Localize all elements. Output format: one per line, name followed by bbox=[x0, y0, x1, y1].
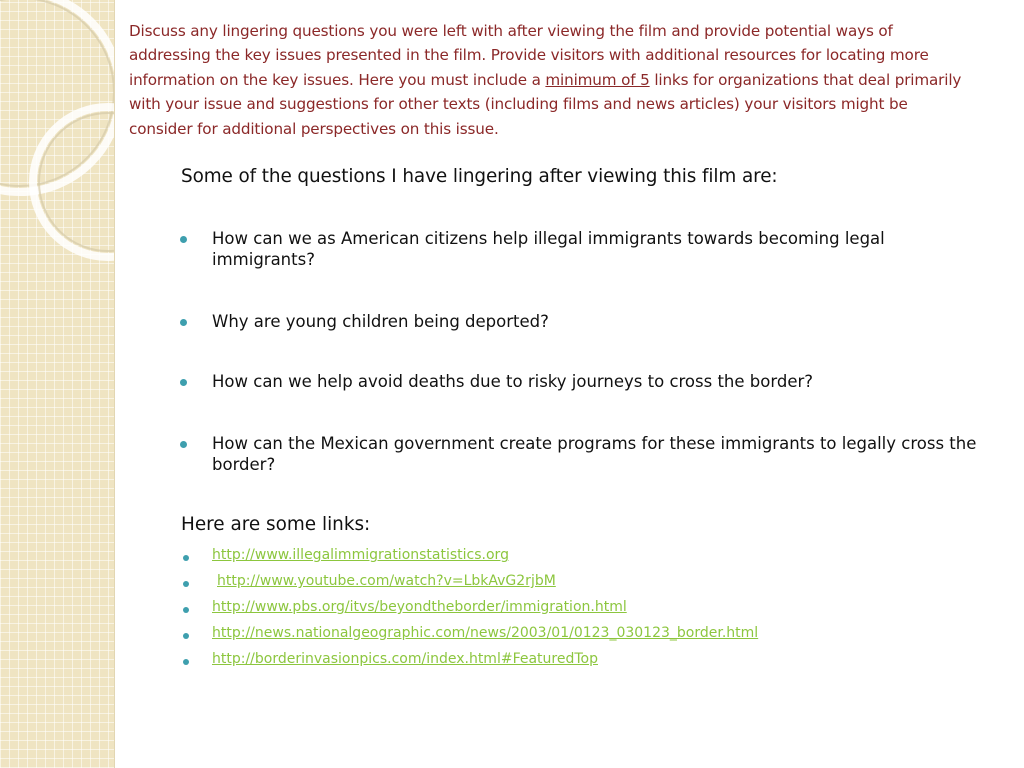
title-text-part2: links for organizations that deal primarily with your issue and suggestions for other texts (including films and news articles) your visitors might be consider for additional perspectives on this issue. bbox=[129, 70, 962, 138]
bullet-icon bbox=[183, 659, 189, 665]
slide-title bbox=[129, 19, 974, 141]
decorative-rings bbox=[0, 0, 115, 768]
question-text: How can we as American citizens help illegal immigrants towards becoming legal immigrants? bbox=[212, 229, 885, 269]
resource-link[interactable]: http://borderinvasionpics.com/index.html#FeaturedTop bbox=[212, 651, 598, 667]
bullet-icon bbox=[183, 581, 189, 587]
bullet-icon bbox=[180, 319, 187, 326]
resource-link[interactable]: http://www.illegalimmigrationstatistics.org bbox=[212, 547, 509, 563]
bullet-icon bbox=[183, 555, 189, 561]
decorative-sidebar bbox=[0, 0, 115, 768]
resource-link[interactable]: http://www.youtube.com/watch?v=LbkAvG2rjbM bbox=[217, 573, 556, 589]
question-text: How can the Mexican government create programs for these immigrants to legally cross the border? bbox=[212, 434, 977, 474]
resource-link[interactable]: http://news.nationalgeographic.com/news/2003/01/0123_030123_border.html bbox=[212, 625, 759, 641]
title-text-part1: Discuss any lingering questions you were left with after viewing the film and provide potential ways of addressing the key issues presented in the film. Provide visitors with additional resources for locating more information on the key issues. Here you must include a bbox=[129, 22, 929, 89]
bullet-icon bbox=[183, 633, 189, 639]
bullet-icon bbox=[183, 607, 189, 613]
bullet-icon bbox=[180, 379, 187, 386]
questions-intro: Some of the questions I have lingering after viewing this film are: bbox=[181, 166, 778, 187]
bullet-icon bbox=[180, 441, 187, 448]
links-heading: Here are some links: bbox=[181, 514, 371, 535]
bullet-icon bbox=[180, 236, 187, 243]
question-text: How can we help avoid deaths due to risky journeys to cross the border? bbox=[212, 372, 814, 391]
title-underlined-text: minimum of 5 bbox=[545, 70, 650, 89]
question-text: Why are young children being deported? bbox=[212, 312, 549, 331]
resource-link[interactable]: http://www.pbs.org/itvs/beyondtheborder/immigration.html bbox=[212, 599, 627, 615]
